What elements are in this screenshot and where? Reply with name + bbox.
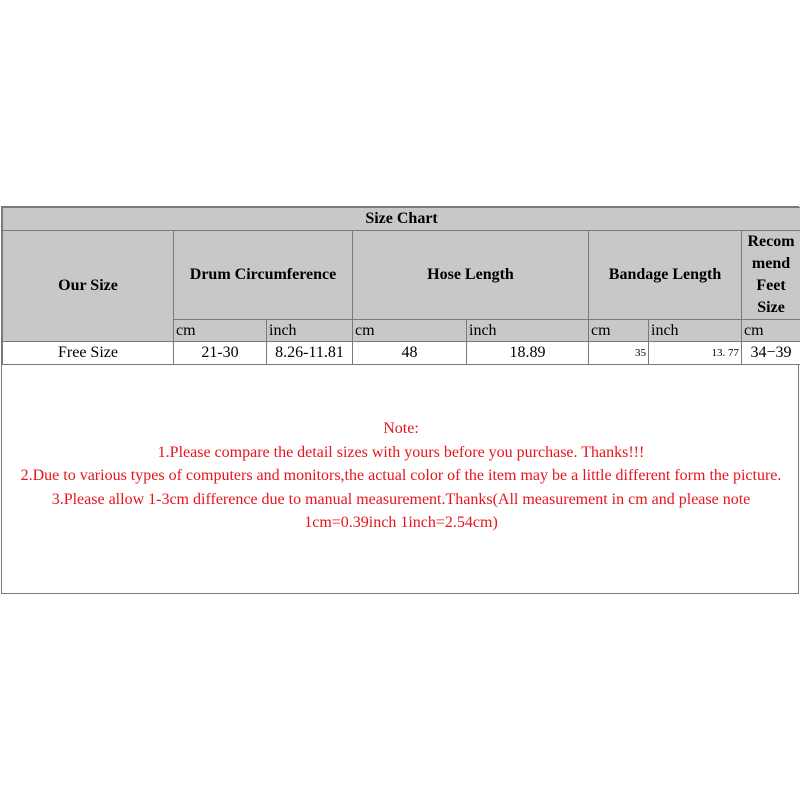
value-hose-cm: 48 [353, 342, 467, 365]
note-line-2: 2.Due to various types of computers and monitors,the actual color of the item may be a little different form the picture. [20, 467, 782, 484]
value-drum-cm: 21-30 [174, 342, 267, 365]
table-row [3, 342, 800, 365]
header-row [3, 231, 800, 320]
header-recommend-feet-size: Recom mend Feet Size [742, 231, 800, 320]
unit-drum-cm: cm [174, 320, 267, 342]
unit-bandage-cm: cm [589, 320, 649, 342]
note-line-3: 3.Please allow 1-3cm difference due to manual measurement.Thanks(All measurement in cm and please note 1cm=0.39inch 1inch=2.54cm) [51, 490, 751, 531]
value-hose-inch: 18.89 [467, 342, 589, 365]
title-row [3, 208, 800, 231]
unit-drum-inch: inch [267, 320, 353, 342]
table-title: Size Chart [3, 208, 800, 231]
value-size: Free Size [3, 342, 174, 365]
unit-hose-inch: inch [467, 320, 589, 342]
value-drum-inch: 8.26-11.81 [267, 342, 353, 365]
value-bandage-cm: 35 [589, 342, 649, 365]
note-heading: Note: [383, 420, 419, 437]
size-chart-sheet [1, 206, 799, 594]
header-bandage-length: Bandage Length [589, 231, 742, 320]
note-line-1: 1.Please compare the detail sizes with yours before you purchase. Thanks!!! [157, 443, 645, 461]
notes-block [2, 417, 800, 535]
header-hose-length: Hose Length [353, 231, 589, 320]
unit-feet-cm: cm [742, 320, 800, 342]
unit-hose-cm: cm [353, 320, 467, 342]
unit-bandage-inch: inch [649, 320, 742, 342]
header-drum-circumference: Drum Circumference [174, 231, 353, 320]
value-bandage-inch: 13. 77 [649, 342, 742, 365]
header-our-size: Our Size [3, 231, 174, 342]
value-feet-cm: 34−39 [742, 342, 800, 365]
size-chart-table [2, 207, 800, 365]
